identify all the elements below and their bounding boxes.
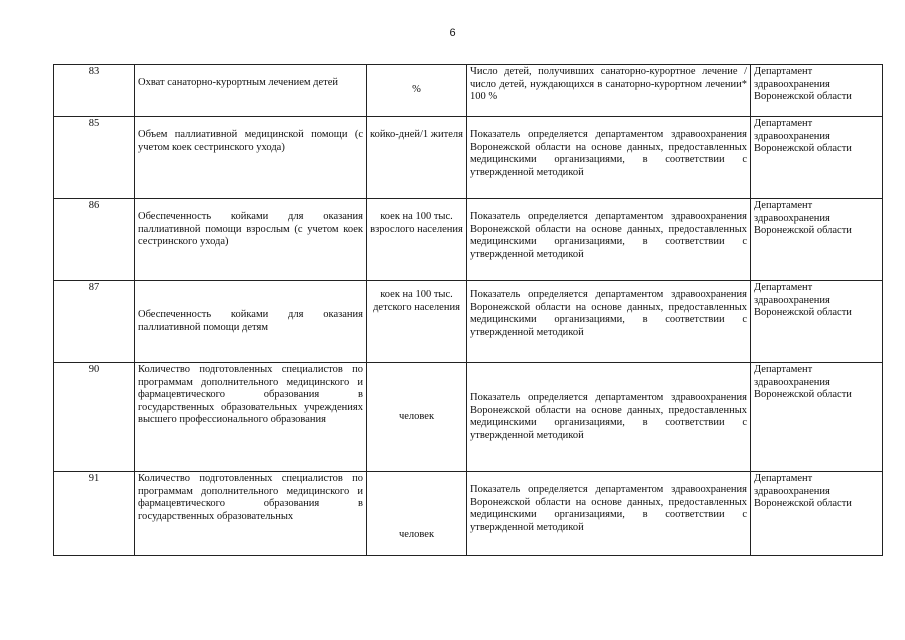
page-number: 6	[449, 27, 456, 39]
responsible-department: Департамент здравоохранения Воронежской области	[751, 281, 883, 363]
table-row	[54, 472, 883, 556]
indicator-name: Обеспеченность койками для оказания паллиативной помощи взрослым (с учетом коек сестринского ухода)	[135, 199, 367, 281]
indicator-name: Обеспеченность койками для оказания паллиативной помощи детям	[135, 281, 367, 363]
responsible-department: Департамент здравоохранения Воронежской области	[751, 472, 883, 556]
responsible-department: Департамент здравоохранения Воронежской области	[751, 199, 883, 281]
calculation-method: Число детей, получивших санаторно-курортное лечение / число детей, нуждающихся в санаторно-курортном лечении* 100 %	[467, 65, 751, 117]
table-row	[54, 363, 883, 472]
table-row	[54, 199, 883, 281]
responsible-department: Департамент здравоохранения Воронежской области	[751, 363, 883, 472]
unit-of-measure: человек	[367, 472, 467, 556]
unit-of-measure: человек	[367, 363, 467, 472]
row-number: 87	[54, 281, 135, 363]
calculation-method: Показатель определяется департаментом здравоохранения Воронежской области на основе данных, предоставленных медицинскими организациями, в соответствии с утвержденной методикой	[467, 117, 751, 199]
row-number: 86	[54, 199, 135, 281]
unit-of-measure: %	[367, 65, 467, 117]
calculation-method: Показатель определяется департаментом здравоохранения Воронежской области на основе данных, предоставленных медицинскими организациями, в соответствии с утвержденной методикой	[467, 199, 751, 281]
calculation-method: Показатель определяется департаментом здравоохранения Воронежской области на основе данных, предоставленных медицинскими организациями, в соответствии с утвержденной методикой	[467, 281, 751, 363]
indicator-name: Объем паллиативной медицинской помощи (с учетом коек сестринского ухода)	[135, 117, 367, 199]
row-number: 83	[54, 65, 135, 117]
table-row	[54, 65, 883, 117]
indicators-table	[53, 64, 883, 556]
unit-of-measure: коек на 100 тыс. детского населения	[367, 281, 467, 363]
responsible-department: Департамент здравоохранения Воронежской области	[751, 65, 883, 117]
row-number: 90	[54, 363, 135, 472]
indicator-name: Количество подготовленных специалистов по программам дополнительного медицинского и фармацевтического образования в государственных образовательных	[135, 472, 367, 556]
table-row	[54, 281, 883, 363]
row-number: 91	[54, 472, 135, 556]
responsible-department: Департамент здравоохранения Воронежской области	[751, 117, 883, 199]
table-row	[54, 117, 883, 199]
indicator-name: Количество подготовленных специалистов по программам дополнительного медицинского и фармацевтического образования в государственных образовательных учреждениях высшего профессионального образования	[135, 363, 367, 472]
row-number: 85	[54, 117, 135, 199]
unit-of-measure: койко-дней/1 жителя	[367, 117, 467, 199]
calculation-method: Показатель определяется департаментом здравоохранения Воронежской области на основе данных, предоставленных медицинскими организациями, в соответствии с утвержденной методикой	[467, 363, 751, 472]
unit-of-measure: коек на 100 тыс. взрослого населения	[367, 199, 467, 281]
indicator-name: Охват санаторно-курортным лечением детей	[135, 65, 367, 117]
calculation-method: Показатель определяется департаментом здравоохранения Воронежской области на основе данных, предоставленных медицинскими организациями, в соответствии с утвержденной методикой	[467, 472, 751, 556]
